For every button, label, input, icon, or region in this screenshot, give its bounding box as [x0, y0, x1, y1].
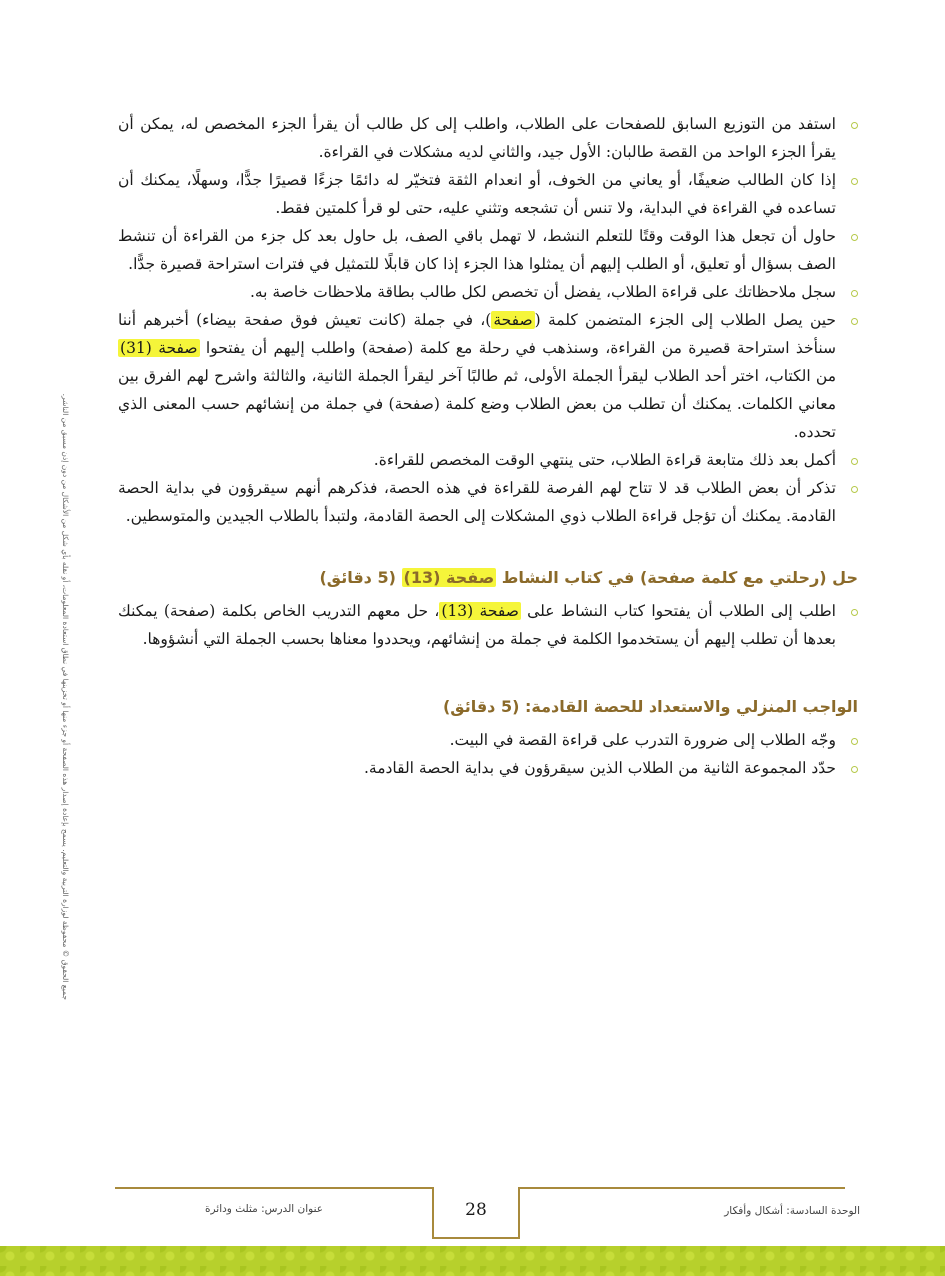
- bullet-circle-icon: [851, 178, 858, 185]
- highlighted-page-ref: صفحة (13): [403, 568, 495, 587]
- decorative-bottom-band: [0, 1246, 945, 1276]
- list-item: استفد من التوزيع السابق للصفحات على الطلاب، واطلب إلى كل طالب أن يقرأ الجزء المخصص له، يمكن أن يقرأ الجزء الواحد من القصة طالبان: الأول جيد، والثاني لديه مشكلات في القراءة.: [118, 110, 858, 166]
- highlighted-page-ref: صفحة (13): [441, 602, 519, 620]
- list-item: حدّد المجموعة الثانية من الطلاب الذين سيقرؤون في بداية الحصة القادمة.: [118, 754, 858, 782]
- bullet-circle-icon: [851, 738, 858, 745]
- unit-title: الوحدة السادسة: أشكال وأفكار: [724, 1205, 860, 1217]
- list-item: سجل ملاحظاتك على قراءة الطلاب، يفضل أن تخصص لكل طالب بطاقة ملاحظات خاصة به.: [118, 278, 858, 306]
- bullet-circle-icon: [851, 290, 858, 297]
- page-number: 28: [465, 1200, 487, 1220]
- bullet-circle-icon: [851, 458, 858, 465]
- highlighted-page-ref: صفحة (31): [120, 339, 198, 357]
- bullet-circle-icon: [851, 122, 858, 129]
- homework-bullet-list: [118, 726, 858, 782]
- copyright-side-note: جميع الحقوق © محفوظة لوزارة التربية والتعليم. يسمح بإعادة إصدار هذه الصفحة أو جزء منها أو تخزينها في نطاق استعادة المعلومات، أو نقله بأي شكل من الأشكال من دون إذن مسبق من الناشر.: [61, 393, 70, 1000]
- bullet-circle-icon: [851, 486, 858, 493]
- list-item: إذا كان الطالب ضعيفًا، أو يعاني من الخوف، أو انعدام الثقة فتخيّر له دائمًا جزءًا قصيرًا جدًّا، وسهلًا، يمكنك أن تساعده في القراءة في البداية، ولا تنس أن تشجعه وتثني عليه، حتى لو قرأ كلمتين فقط.: [118, 166, 858, 222]
- bullet-circle-icon: [851, 318, 858, 325]
- section-title-activity: حل (رحلتي مع كلمة صفحة) في كتاب النشاط صفحة (13) (5 دقائق): [319, 568, 858, 587]
- lesson-title: عنوان الدرس: مثلث ودائرة: [205, 1203, 324, 1215]
- bullet-circle-icon: [851, 766, 858, 773]
- highlighted-word: صفحة: [493, 311, 533, 329]
- list-item: تذكر أن بعض الطلاب قد لا تتاح لهم الفرصة للقراءة في هذه الحصة، فذكرهم أنهم سيقرؤون في بداية الحصة القادمة. يمكنك أن تؤجل قراءة الطلاب ذوي المشكلات إلى الحصة القادمة، ولتبدأ بالطلاب الجيدين والمتوسطين.: [118, 474, 858, 530]
- list-item: اطلب إلى الطلاب أن يفتحوا كتاب النشاط على صفحة (13)، حل معهم التدريب الخاص بكلمة (صفحة) يمكنك بعدها أن تطلب إليهم أن يستخدموا الكلمة في جملة من إنشائهم، ويحددوا معناها بحسب الجملة التي أنشؤوها.: [118, 597, 858, 653]
- list-item: أكمل بعد ذلك متابعة قراءة الطلاب، حتى ينتهي الوقت المخصص للقراءة.: [118, 446, 858, 474]
- list-item: حاول أن تجعل هذا الوقت وقتًا للتعلم النشط، لا تهمل باقي الصف، بل حاول بعد كل جزء من القراءة أن تنشط الصف بسؤال أو تعليق، أو الطلب إليهم أن يمثلوا هذا الجزء إذا كان قابلًا للتمثيل في فترات استراحة قصيرة جدًّا.: [118, 222, 858, 278]
- lesson-content: [118, 110, 858, 782]
- bullet-circle-icon: [851, 234, 858, 241]
- bullet-circle-icon: [851, 609, 858, 616]
- activity-bullet-list: [118, 597, 858, 653]
- main-bullet-list: [118, 110, 858, 530]
- list-item: حين يصل الطلاب إلى الجزء المتضمن كلمة (صفحة)، في جملة (كانت تعيش فوق صفحة بيضاء) أخبرهم أننا سنأخذ استراحة قصيرة من القراءة، وسنذهب في رحلة مع كلمة (صفحة) واطلب إليهم أن يفتحوا صفحة (31) من الكتاب، اختر أحد الطلاب ليقرأ الجملة الأولى، ثم طالبًا آخر ليقرأ الجملة الثانية، والثالثة واشرح لهم الفرق بين معاني الكلمات. يمكنك أن تطلب من بعض الطلاب وضع كلمة (صفحة) في جملة من إنشائهم حسب المعنى الذي تحدده.: [118, 306, 858, 446]
- list-item: وجّه الطلاب إلى ضرورة التدرب على قراءة القصة في البيت.: [118, 726, 858, 754]
- section-title-homework: الواجب المنزلي والاستعداد للحصة القادمة: (5 دقائق): [442, 697, 858, 716]
